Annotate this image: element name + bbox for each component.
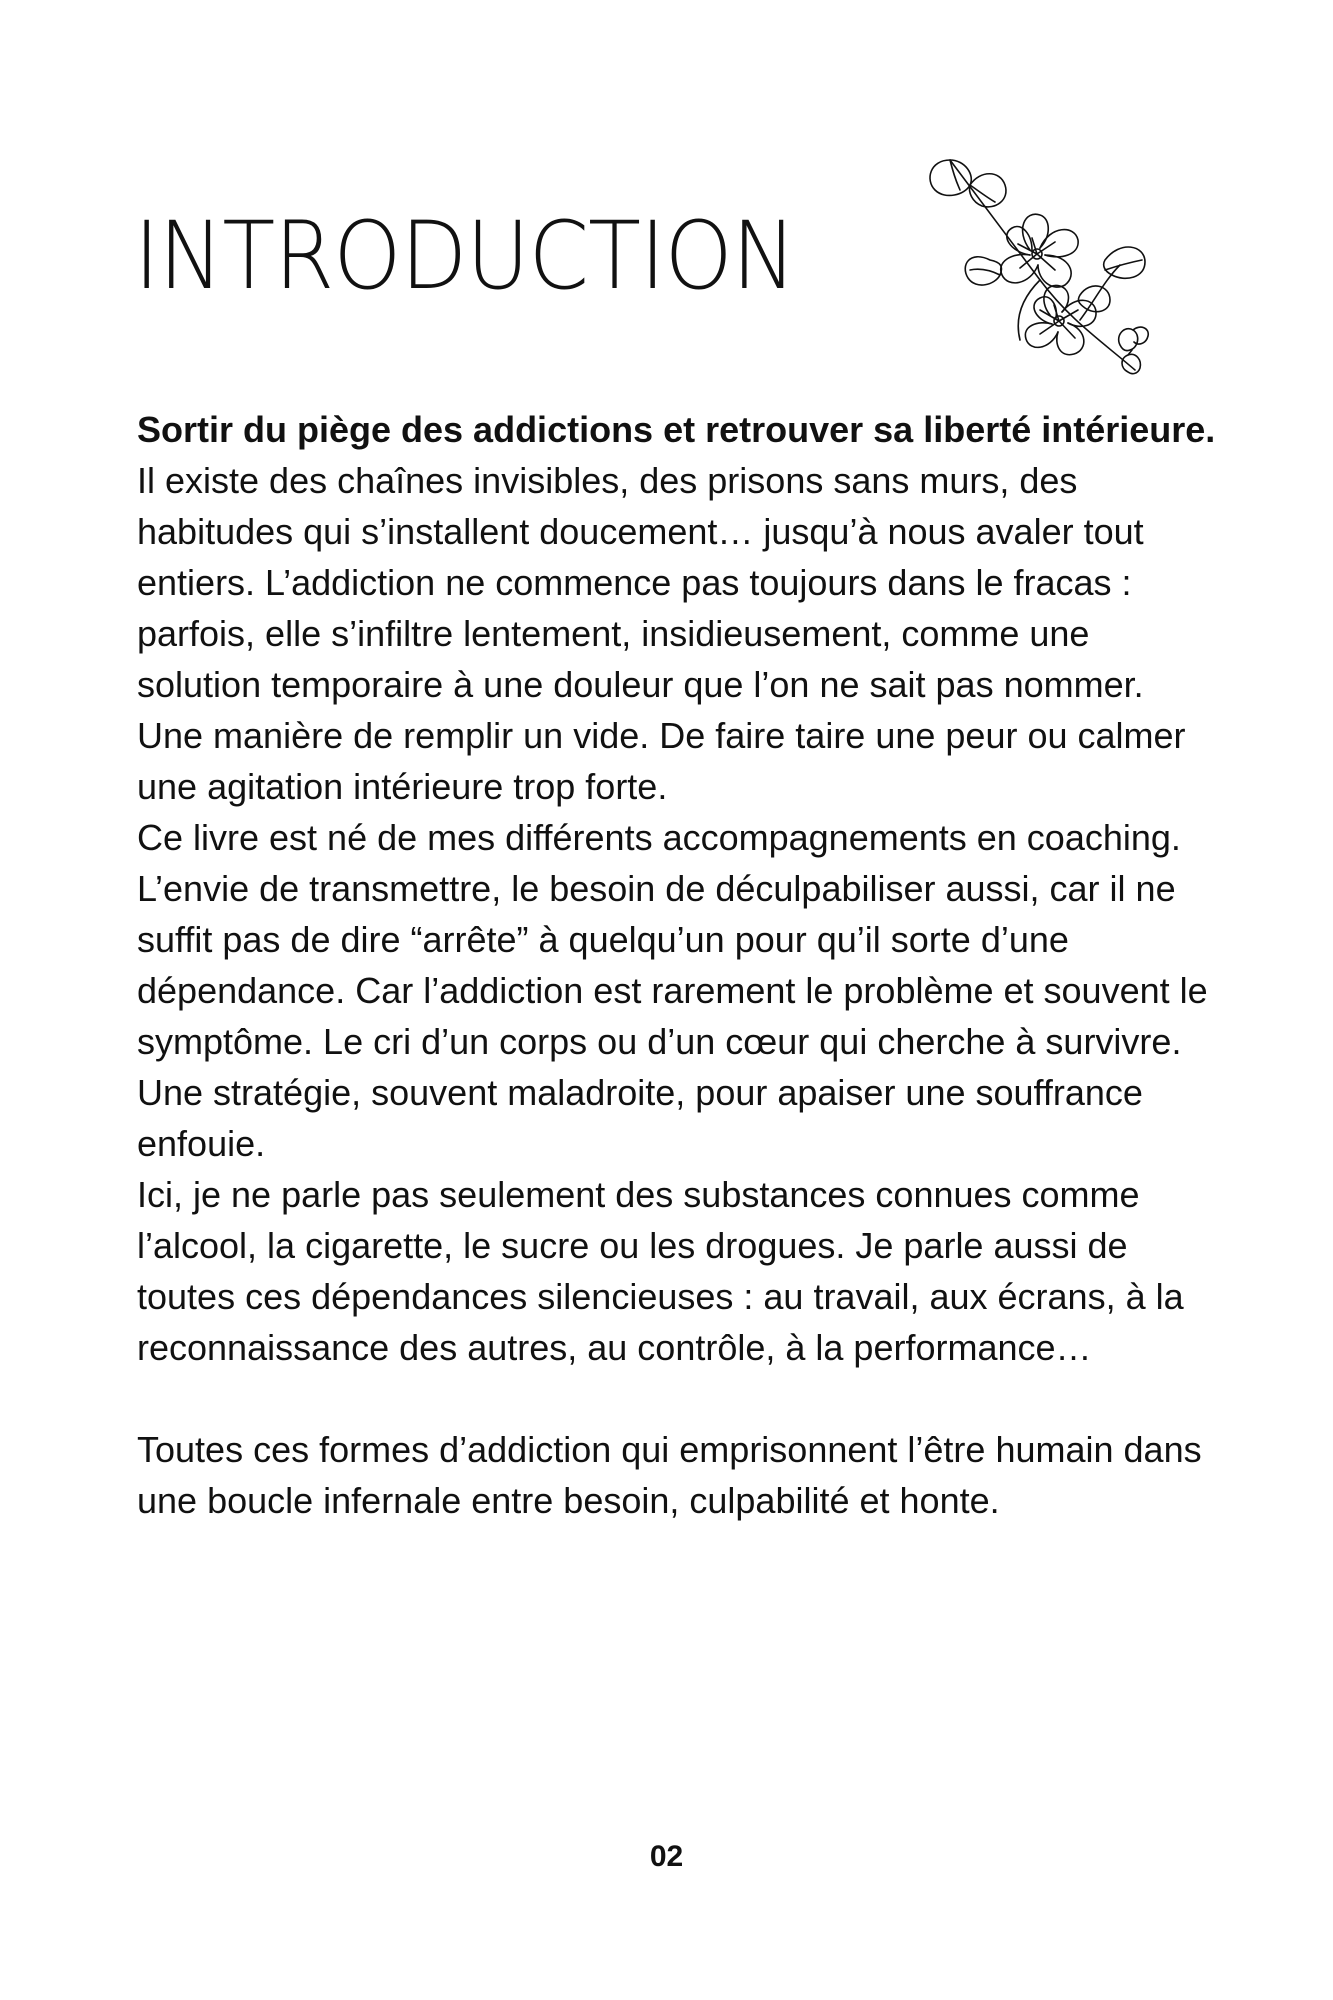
- page-title: INTRODUCTION: [134, 202, 796, 311]
- page-number: 02: [649, 1840, 684, 1873]
- paragraph-gap: [137, 1373, 1217, 1424]
- paragraph: Ce livre est né de mes différents accompagnements en coaching. L’envie de transmettre, le besoin de déculpabiliser aussi, car il ne suffit pas de dire “arrête” à quelqu’un pour qu’il sorte d’une dépendance. Car l’addiction est rarement le problème et souvent le symptôme. Le cri d’un corps ou d’un cœur qui cherche à survivre. Une stratégie, souvent maladroite, pour apaiser une souffrance enfouie.: [137, 817, 1208, 1164]
- paragraph: Ici, je ne parle pas seulement des substances connues comme l’alcool, la cigarette, le sucre ou les drogues. Je parle aussi de toutes ces dépendances silencieuses : au travail, aux écrans, à la reconnaissance des autres, au contrôle, à la performance…: [137, 1174, 1184, 1368]
- section-subtitle: Sortir du piège des addictions et retrouver sa liberté intérieure.: [137, 409, 1216, 450]
- paragraph: Il existe des chaînes invisibles, des prisons sans murs, des habitudes qui s’installent doucement… jusqu’à nous avaler tout entiers. L’addiction ne commence pas toujours dans le fracas : parfois, elle s’infiltre lentement, insidieusement, comme une solution temporaire à une douleur que l’on ne sait pas nommer. Une manière de remplir un vide. De faire taire une peur ou calmer une agitation intérieure trop forte.: [137, 460, 1186, 807]
- body-text: [137, 404, 1217, 1526]
- paragraph: Toutes ces formes d’addiction qui emprisonnent l’être humain dans une boucle infernale entre besoin, culpabilité et honte.: [137, 1429, 1202, 1521]
- floral-line-art-icon: [920, 140, 1170, 390]
